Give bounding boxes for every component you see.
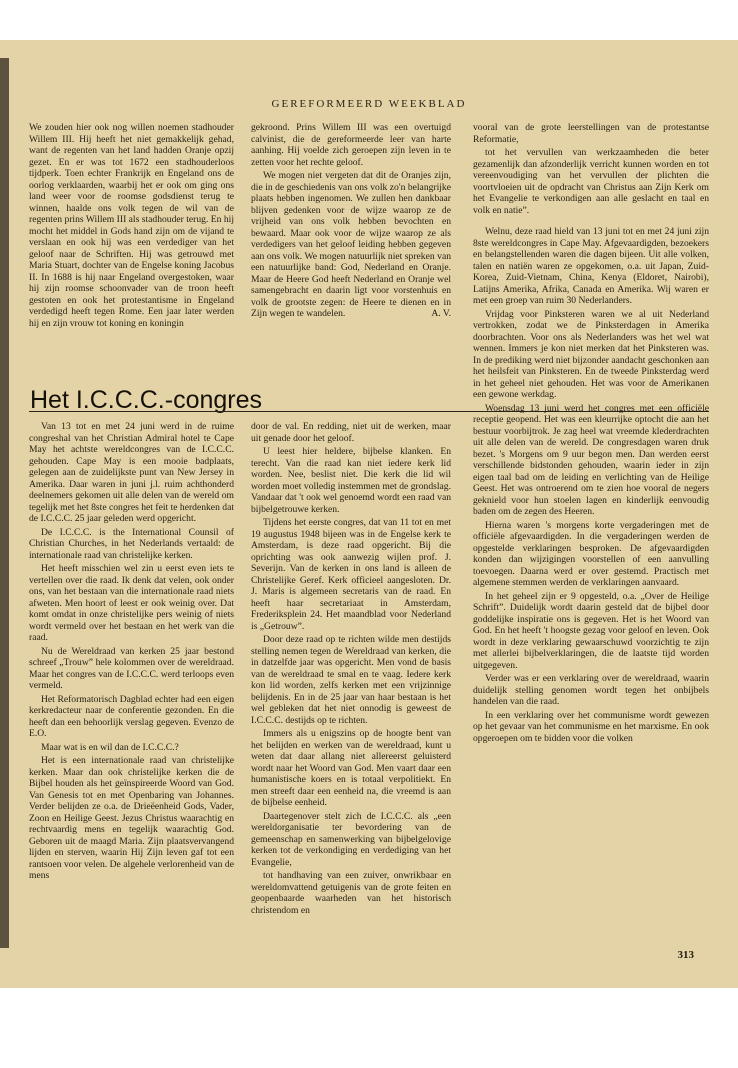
paragraph: Daartegenover stelt zich de I.C.C.C. als „een wereldorganisatie ter bevordering van de gemeenschap en samenwerking van bijbelgelovige kerken tot de verkondiging en verdediging van het Evangelie, <box>251 810 451 868</box>
paragraph: Door deze raad op te richten wilde men destijds stelling nemen tegen de Wereldraad van kerken, die in datzelfde jaar was opgericht. Men vond de basis van de wereldraad te smal en te vaag. Iedere kerk kon lid worden, zelfs kerken met een vrijzinnige belijdenis. En in de 25 jaar van haar bestaan is het wel gebleken dat het niet onnodig is geweest de I.C.C.C. destijds op te richten. <box>251 634 451 726</box>
article-column-3 <box>473 122 709 942</box>
running-header: GEREFORMEERD WEEKBLAD <box>271 98 467 110</box>
paragraph: Hierna waren 's morgens korte vergaderingen met de officiële afgevaardigden. In die vergaderingen werden de opgestelde verklaringen besproken. De afgevaardigden konden dan wijzigingen voorstellen of een aanvulling toevoegen. Daarna werd er over gestemd. Practisch met algemene stemmen werden de verklaringen aanvaard. <box>473 519 709 588</box>
paragraph: tot het vervullen van werkzaamheden die beter gezamenlijk dan afzonderlijk verricht kunnen worden en tot vereenvoudiging van het vervullen der plichten die voortvloeien uit de opdracht van Christus aan Zijn Kerk om het Evangelie te verkondigen aan alle geslacht en taal en volk en natie”. <box>473 147 709 216</box>
paragraph: Verder was er een verklaring over de wereldraad, waarin duidelijk stelling genomen wordt tegen het onbijbels handelen van die raad. <box>473 673 709 707</box>
paragraph: gekroond. Prins Willem III was een overtuigd calvinist, die de gereformeerde leer van harte aanhing. Hij voelde zich geroepen zijn leven in te zetten voor het rechte geloof. <box>251 122 451 168</box>
paragraph: Welnu, deze raad hield van 13 juni tot en met 24 juni zijn 8ste wereldcongres in Cape May. Afgevaardigden, bezoekers en belangstellenden waren die dagen bijeen. Uit alle volken, talen en natiën waren ze opgekomen, o.a. uit Japan, Zuid-Korea, Zuid-Vietnam, China, Kenya (Eldoret, Nairobi), Latijns Amerika, Afrika, Canada en Amerika. Wij waren er met een groep van ruim 30 Nederlanders. <box>473 226 709 306</box>
top-column-2 <box>251 122 451 384</box>
paragraph: Het is een internationale raad van christelijke kerken. Maar dan ook christelijke kerken die de Bijbel houden als het geïnspireerde Woord van God. Van Genesis tot en met Openbaring van Johannes. Verder belijden ze o.a. de Drieëenheid Gods, Vader, Zoon en Heilige Geest. Jezus Christus waarachtig en rechtvaardig mens en tegelijk waarachtig God. Geboren uit de maagd Maria. Zijn plaatsvervangend lijden en sterven, waarin Hij Zijn leven gaf tot een rantsoen voor velen. De algehele verlorenheid van de mens <box>29 755 234 881</box>
paragraph: De I.C.C.C. is the International Counsil of Christian Churches, in het Nederlands vertaald: de internationale raad van christelijke kerken. <box>29 526 234 561</box>
paragraph: Maar wat is en wil dan de I.C.C.C.? <box>41 741 179 753</box>
paragraph: Van 13 tot en met 24 juni werd in de ruime congreshal van het Christian Admiral hotel te Cape May het achtste wereldcongres van de I.C.C.C. gehouden. Cape May is een mooie badplaats, gelegen aan de zuidelijkste punt van New Jersey in Amerika. Daar waren in juni j.l. ruim achthonderd deelnemers gekomen uit alle delen van de wereld om tegelijk met het 8ste congres het feit te herdenken dat de I.C.C.C. 25 jaar geleden werd opgericht. <box>29 421 234 524</box>
paragraph: Nu de Wereldraad van kerken 25 jaar bestond schreef „Trouw” hele kolommen over de wereldraad. Maar het congres van de I.C.C.C. werd terloops even vermeld. <box>29 645 234 691</box>
paragraph <box>251 170 451 320</box>
paragraph: Immers als u enigszins op de hoogte bent van het belijden en werken van de wereldraad, kunt u weten dat daar allang niet allereerst geluisterd wordt naar het Woord van God. Men vaart daar een humanistische koers en is totaal verpolitiekt. En men streeft daar een eenheid na, die vreemd is aan de bijbelse eenheid. <box>251 728 451 808</box>
article-title: Het I.C.C.C.-congres <box>30 386 263 414</box>
paragraph: Vrijdag voor Pinksteren waren we al uit Nederland vertrokken, zodat we de Pinksterdagen in Amerika doorbrachten. Voor ons als Nederlanders was het wel wat wennen. Immers je kon niet merken dat het Pinksteren was. In de prediking werd niet bijzonder aandacht geschonken aan het heilsfeit van Pinksteren. En de tweede Pinksterdag werd in het geheel niet gehouden. Het was voor de Amerikanen een gewone werkdag. <box>473 308 709 400</box>
paragraph: In het geheel zijn er 9 opgesteld, o.a. „Over de Heilige Schrift”. Duidelijk wordt daarin gesteld dat de bijbel door goddelijke inspiratie ons is gegeven. Het is het Woord van God. En het heeft 't hoogste gezag voor geloof en leven. Ook wordt in deze verklaring gewaarschuwd voorzichtig te zijn met allerlei bijbelverklaringen, die de laatste tijd worden uitgegeven. <box>473 590 709 671</box>
article-column-1 <box>29 421 234 935</box>
paragraph: Het Reformatorisch Dagblad echter had een eigen kerkredacteur naar de conferentie gezonden. En die heeft dan een behoorlijk verslag gegeven. Evenzo de E.O. <box>29 693 234 739</box>
paragraph: We zouden hier ook nog willen noemen stadhouder Willem III. Hij heeft het niet gemakkelijk gehad, want de regenten van het land hadden Oranje opzij gezet. En er was tot 1672 een stadhouderloos tijdperk. Toen echter Frankrijk en Engeland ons de oorlog verklaarden, waarbij het er ook om ging ons land weer voor de roomse godsdienst terug te winnen, haalde ons volk tegen de wil van de regenten prins Willem III als stadhouder terug. En hij mocht het middel in Gods hand zijn om de vijand te verslaan en ook hij was een verdediger van het geloof naar de Schriften. Hij was getrouwd met Maria Stuart, dochter van de Engelse koning Jacobus II. In 1688 is hij naar Engeland overgestoken, waar hij zijn roomse schoonvader van de troon heeft gestoten en ook het protestantisme in Engeland verdedigd heeft tegen Rome. Een jaar later werden hij en zijn vrouw tot koning en koningin <box>29 122 234 329</box>
paragraph: vooral van de grote leerstellingen van de protestantse Reformatie, <box>473 122 709 145</box>
paragraph: door de val. En redding, niet uit de werken, maar uit genade door het geloof. <box>251 421 451 444</box>
paragraph: In een verklaring over het communisme wordt gewezen op het gevaar van het communisme en het marxisme. En ook opgeroepen om te bidden voor die volken <box>473 709 709 744</box>
paragraph: tot handhaving van een zuiver, onwrikbaar en wereldomvattend getuigenis van de grote feiten en geopenbaarde waarheden van het historisch christendom en <box>251 870 451 916</box>
page-edge-shadow <box>0 58 9 948</box>
scanned-page <box>0 40 738 988</box>
article-column-2 <box>251 421 451 935</box>
top-column-1 <box>29 122 234 384</box>
page-number: 313 <box>677 949 694 961</box>
paragraph: Tijdens het eerste congres, dat van 11 tot en met 19 augustus 1948 bijeen was in de Engelse kerk te Amsterdam, is deze raad opgericht. Bij die oprichting was ook aanwezig wijlen prof. J. Severijn. Van de kerken in ons land is alleen de Christelijke Geref. Kerk officieel aangesloten. Dr. J. Maris is algemeen secretaris van de raad. En heeft haar secretariaat in Amsterdam, Frederiksplein 24. Het maandblad voor Nederland is „Getrouw”. <box>251 517 451 632</box>
paragraph: Het heeft misschien wel zin u eerst even iets te vertellen over die raad. Ik denk dat velen, ook onder ons, van het bestaan van die internationale raad niets afweten. Men hoort of leest er ook weinig over. Dat komt omdat in onze christelijke pers weinig of niets wordt vermeld over het bestaan en het werk van die raad. <box>29 563 234 643</box>
paragraph: Woensdag 13 juni werd het congres met een officiële receptie geopend. Het was een kleurrijke optocht die aan het bestuur voorbijtrok. Je zag heel wat vreemde klederdrachten uit alle delen van de wereld. De congresdagen waren druk bezet. 's Morgens om 9 uur begon men. Dan werden eerst verschillende bidstonden gehouden, waarin ieder in zijn eigen taal bad om de leiding en verlichting van de Heilige Geest. Het was ontroerend om te zien hoe vooral de negers geknield voor hun stoelen lagen en kinderlijk eenvoudig baden om de zegen des Heeren. <box>473 402 709 517</box>
paragraph: U leest hier heldere, bijbelse klanken. En terecht. Van die raad kan niet iedere kerk lid worden. Nee, beslist niet. Die kerk die lid wil worden moet volledig instemmen met de grondslag. Vandaar dat 't ook wel genoemd wordt een raad van bijbelgetrouwe kerken. <box>251 446 451 515</box>
paragraph-text: We mogen niet vergeten dat dit de Oranjes zijn, die in de geschiedenis van ons volk zo'n belangrijke plaats hebben ingenomen. We zullen hen dankbaar blijven gedenken voor de wijze waarop ze de vrijheid van ons volk hebben bevochten en bewaard. Maar ook voor de wijze waarop ze als verdedigers van het geloof leiding hebben gegeven aan ons volk. We mogen natuurlijk niet spreken van een natuurlijke band: God, Nederland en Oranje. Maar de Heere God heeft Nederland en Oranje wel samengebracht en daarin ligt voor vorstenhuis en volk de grootste zegen: de Heere te dienen en in Zijn wegen te wandelen. <box>251 170 451 319</box>
signature: A. V. <box>431 308 451 319</box>
